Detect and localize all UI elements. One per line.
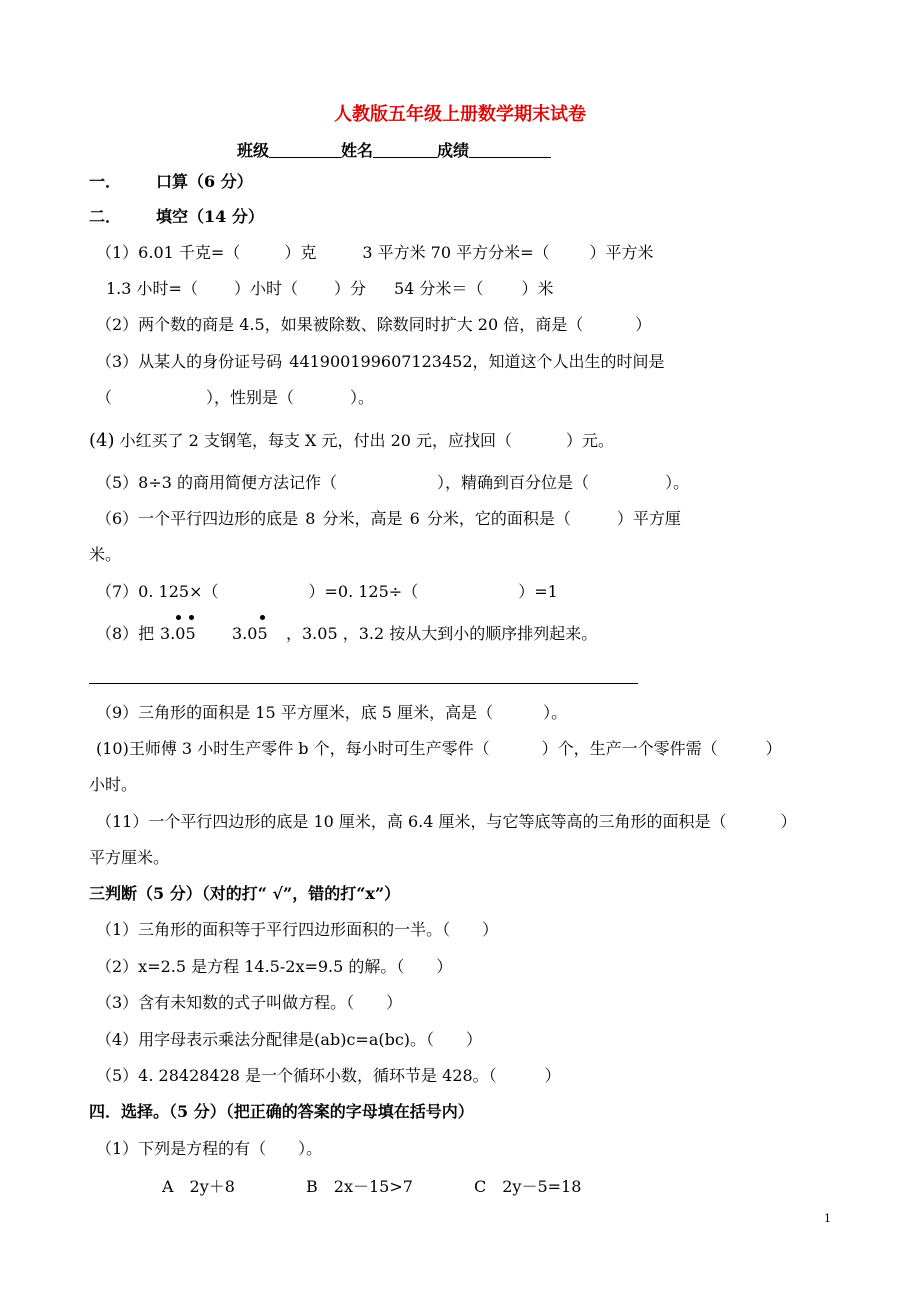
text: (10)王师傅 3 小时生产零件 b 个，每小时可生产零件（ [96, 739, 490, 758]
text: ）平方厘 [616, 509, 681, 528]
text: ）。 [543, 703, 568, 722]
repeat-dot [189, 615, 194, 620]
section-2-heading: 填空（14 分） [156, 207, 264, 226]
section-3-heading: 三判断（5 分）（对的打“ √”，错的打“x”） [89, 884, 401, 903]
judge-3: （3）含有未知数的式子叫做方程。（ ） [96, 993, 403, 1012]
section-2-number: 二． [89, 207, 122, 226]
text: ）=1 [518, 582, 558, 601]
question-10-line-1 [96, 739, 782, 759]
judge-2: （2）x=2.5 是方程 14.5-2x=9.5 的解。（ ） [96, 957, 453, 976]
text: 3 平方米 70 平方分米=（ [362, 243, 550, 262]
question-1-line-1 [96, 243, 654, 263]
judge-4: （4）用字母表示乘法分配律是(ab)c=a(bc)。（ ） [96, 1030, 483, 1049]
question-4 [89, 431, 614, 451]
class-label: 班级 [237, 141, 270, 160]
choice-1-option-c: C 2y－5=18 [474, 1177, 582, 1196]
student-info-line [237, 141, 551, 161]
name-label: 姓名 [341, 141, 374, 160]
score-label: 成绩 [437, 141, 470, 160]
question-4-number: (4) [89, 430, 115, 451]
section-4-heading: 四．选择。（5 分）（把正确的答案的字母填在括号内） [89, 1102, 474, 1121]
text: ） [635, 315, 652, 334]
text: 1.3 小时=（ [106, 279, 198, 298]
question-2 [96, 315, 651, 335]
text: ）分 [333, 279, 366, 298]
score-blank[interactable] [469, 141, 551, 158]
text: ）个，生产一个零件需（ [541, 739, 718, 758]
text: ），性别是（ [206, 388, 295, 407]
text: ）。 [350, 388, 375, 407]
repeat-dot [260, 615, 265, 620]
exam-title: 人教版五年级上册数学期末试卷 [334, 104, 586, 125]
text: ）平方米 [589, 243, 654, 262]
text: ）元。 [566, 431, 615, 450]
name-blank[interactable] [373, 141, 437, 158]
text: ） [765, 739, 782, 758]
text: 54 分米＝（ [393, 279, 484, 298]
choice-1: （1）下列是方程的有（ ）。 [96, 1139, 323, 1158]
section-1-heading: 口算（6 分） [156, 172, 253, 191]
text: （1）6.01 千克=（ [96, 243, 241, 262]
text: （6）一个平行四边形的底是 8 分米，高是 6 分米，它的面积是（ [96, 509, 571, 528]
text: （5）8÷3 的商用简便方法记作（ [96, 473, 338, 492]
repeating-decimal-1: 3.05 [160, 624, 196, 643]
text: ）。 [665, 473, 690, 492]
question-5 [96, 473, 689, 493]
question-6-line-1 [96, 509, 681, 529]
repeating-decimal-2: 3.05 [232, 624, 268, 643]
question-10-line-2: 小时。 [89, 775, 138, 794]
choice-1-option-b: B 2x－15>7 [306, 1177, 413, 1196]
text: ）=0. 125÷（ [308, 582, 419, 601]
text: ） [780, 812, 797, 831]
question-7 [96, 582, 558, 602]
text: （9）三角形的面积是 15 平方厘米，底 5 厘米，高是（ [96, 703, 494, 722]
text: 小红买了 2 支钢笔，每支 X 元，付出 20 元，应找回（ [119, 431, 513, 450]
repeat-dot [176, 615, 181, 620]
text: ）克 [284, 243, 317, 262]
section-1-number: 一． [89, 172, 122, 191]
question-3-line-2 [96, 388, 374, 408]
question-9 [96, 703, 567, 723]
text: （ [96, 388, 113, 407]
question-3-line-1: （3）从某人的身份证号码 441900199607123452，知道这个人出生的时间是 [96, 352, 665, 371]
text: （7）0. 125×（ [96, 582, 219, 601]
question-1-line-2 [106, 279, 553, 299]
answer-line[interactable] [89, 683, 638, 684]
judge-1: （1）三角形的面积等于平行四边形面积的一半。（ ） [96, 920, 499, 939]
question-11-line-2: 平方厘米。 [89, 848, 170, 867]
class-blank[interactable] [269, 141, 341, 158]
choice-1-option-a: A 2y＋8 [162, 1177, 235, 1196]
question-6-line-2: 米。 [89, 545, 122, 564]
text: （11）一个平行四边形的底是 10 厘米，高 6.4 厘米，与它等底等高的三角形的面积是（ [96, 812, 727, 831]
text: ），精确到百分位是（ [437, 473, 590, 492]
text: （2）两个数的商是 4.5，如果被除数、除数同时扩大 20 倍，商是（ [96, 315, 584, 334]
question-8-rest: ，3.05 ，3.2 按从大到小的顺序排列起来。 [286, 624, 598, 643]
text: ）米 [521, 279, 554, 298]
page-number: 1 [824, 1212, 831, 1225]
question-8-prefix: （8）把 [96, 624, 155, 643]
question-11-line-1 [96, 812, 797, 832]
text: ）小时（ [233, 279, 298, 298]
judge-5: （5）4. 28428428 是一个循环小数，循环节是 428。（ ） [96, 1066, 561, 1085]
